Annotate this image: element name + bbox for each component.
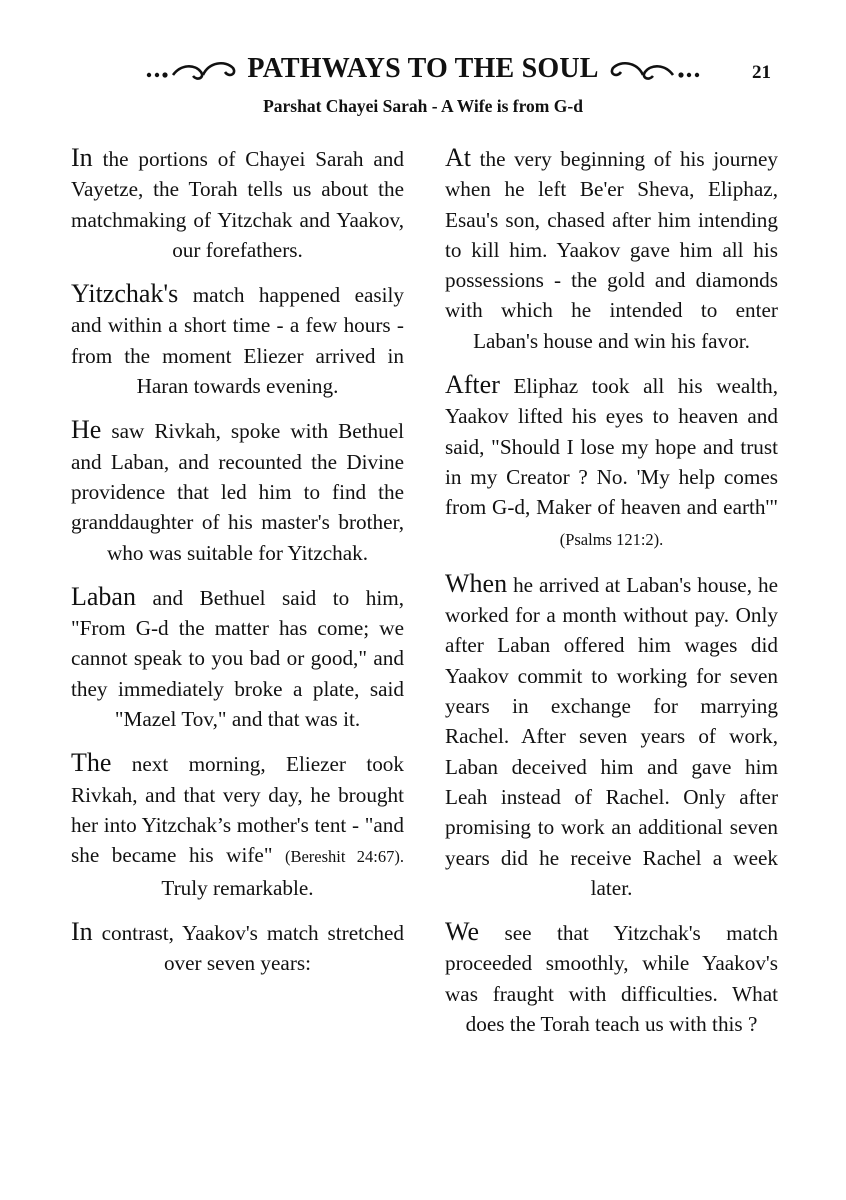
paragraph-text: the very beginning of his journey when he left Be'er Sheva, Eliphaz, Esau's son, chased after him intending to kill him. Yaakov gave him all his possessions - the gold and diamonds with which he intended to enter Laban's house and win his favor.	[445, 147, 778, 353]
paragraph	[445, 917, 778, 1039]
right-column	[445, 143, 778, 1053]
paragraph	[71, 582, 404, 734]
paragraph-lead: In	[71, 916, 93, 946]
paragraph	[71, 917, 404, 979]
paragraph-lead: In	[71, 143, 93, 172]
paragraph	[71, 748, 404, 902]
paragraph-text: contrast, Yaakov's match stretched over seven years:	[92, 920, 404, 976]
paragraph	[445, 143, 778, 356]
paragraph-text: Truly remarkable.	[161, 875, 314, 900]
paragraph	[71, 279, 404, 401]
citation: (Bereshit 24:67).	[284, 847, 404, 867]
page-title: PATHWAYS TO THE SOUL	[247, 53, 599, 84]
paragraph-text: see that Yitzchak's match proceeded smoothly, while Yaakov's was fraught with difficulties. What does the Torah teach us with this ?	[445, 921, 778, 1037]
paragraph	[445, 569, 778, 903]
title-row	[0, 52, 846, 86]
paragraph-lead: He	[71, 415, 102, 445]
paragraph-text: match happened easily and within a short time - a few hours - from the moment Eliezer arrived in Haran towards evening.	[71, 283, 404, 399]
left-ornament-icon	[145, 56, 241, 82]
paragraph-lead: When	[445, 568, 508, 598]
paragraph-text: the portions of Chayei Sarah and Vayetze, the Torah tells us about the matchmaking of Yitzchak and Yaakov, our forefathers.	[71, 147, 404, 262]
right-ornament-icon	[605, 56, 701, 82]
page-number: 21	[752, 62, 771, 83]
paragraph-text: next morning, Eliezer took Rivkah, and that very day, he brought her into Yitzchak’s mother's tent - "and she became his wife"	[71, 752, 404, 868]
paragraph-lead: At	[445, 143, 471, 172]
paragraph-lead: We	[445, 917, 479, 947]
paragraph-lead: Laban	[71, 581, 136, 611]
paragraph-text: and Bethuel said to him, "From G-d the matter has come; we cannot speak to you bad or good," and they immediately broke a plate, said "Mazel Tov," and that was it.	[71, 585, 404, 732]
paragraph-lead: After	[445, 370, 500, 400]
citation: (Psalms 121:2).	[559, 529, 664, 549]
paragraph	[71, 143, 404, 265]
page-subtitle: Parshat Chayei Sarah - A Wife is from G-d	[263, 96, 583, 116]
paragraph-lead: The	[71, 748, 112, 778]
paragraph	[71, 415, 404, 567]
running-header	[0, 52, 846, 86]
paragraph	[445, 370, 778, 555]
paragraph-lead: Yitzchak's	[71, 279, 179, 309]
left-column	[71, 143, 404, 992]
paragraph-text: he arrived at Laban's house, he worked for a month without pay. Only after Laban offered him wages did Yaakov commit to working for seven years in exchange for marrying Rachel. After seven years of work, Laban deceived him and gave him Leah instead of Rachel. Only after promising to work an additional seven years did he receive Rachel a week later.	[445, 572, 778, 900]
paragraph-text: Eliphaz took all his wealth, Yaakov lifted his eyes to heaven and said, "Should I lose my hope and trust in my Creator ? No. 'My help comes from G-d, Maker of heaven and earth'"	[445, 374, 778, 520]
paragraph-text: saw Rivkah, spoke with Bethuel and Laban, and recounted the Divine providence that led him to find the granddaughter of his master's brother, who was suitable for Yitzchak.	[71, 419, 404, 565]
